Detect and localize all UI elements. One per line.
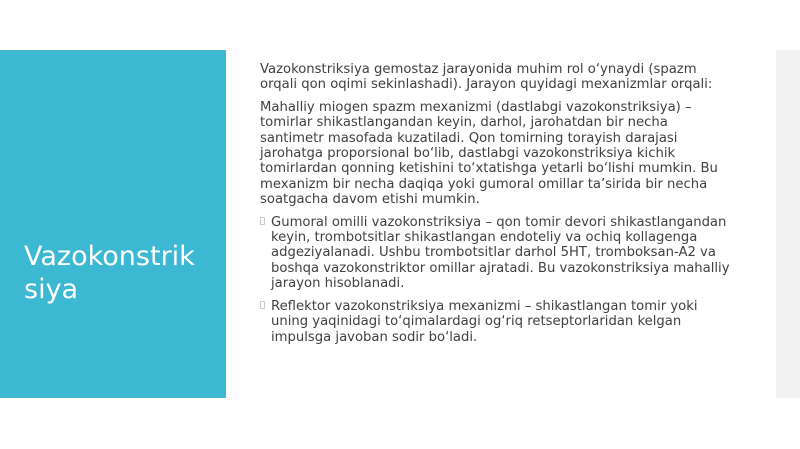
reflex-vasoconstriction-text: Reflektor vazokonstriksiya mexanizmi – shikastlangan tomir yoki uning yaqinidagi to‘qimalardagi og‘riq retseptorlaridan kelgan impulsga javoban sodir bo‘ladi. xyxy=(271,298,698,345)
bullet-icon xyxy=(260,217,265,225)
right-decor-strip xyxy=(776,50,800,398)
list-item xyxy=(260,215,730,292)
list-item xyxy=(260,299,730,345)
bullet-list xyxy=(260,215,730,345)
humoral-vasoconstriction-text: Gumoral omilli vazokonstriksiya – qon tomir devori shikastlangandan keyin, trombotsitlar shikastlangan endoteliy va ochiq kollagenga adgeziyalanadi. Ushbu trombotsitlar darhol 5HT, tromboksan-A2 va boshqa vazokonstriktor omillar ajratadi. Bu vazokonstriksiya mahalliy jarayon hisoblanadi. xyxy=(271,214,730,292)
intro-paragraph: Vazokonstriksiya gemostaz jarayonida muhim rol o‘ynaydi (spazm orqali qon oqimi sekinlashadi). Jarayon quyidagi mexanizmlar orqali: xyxy=(260,62,713,93)
myogenic-spasm-paragraph: Mahalliy miogen spazm mexanizmi (dastlabgi vazokonstriksiya) – tomirlar shikastlangandan keyin, darhol, jarohatdan bir necha santimetr masofada kuzatiladi. Qon tomirning torayish darajasi jarohatga proporsional bo‘lib, dastlabgi vazokonstriksiya kichik tomirlardan qonning ketishini to‘xtatishga yetarli bo‘lishi mumkin. Bu mexanizm bir necha daqiqa yoki gumoral omillar ta’sirida bir necha soatgacha davom etishi mumkin. xyxy=(260,99,718,208)
slide-title: Vazokonstriksiya xyxy=(24,241,195,305)
slide-content xyxy=(260,62,730,352)
title-panel xyxy=(0,50,226,398)
bullet-icon xyxy=(260,301,265,309)
